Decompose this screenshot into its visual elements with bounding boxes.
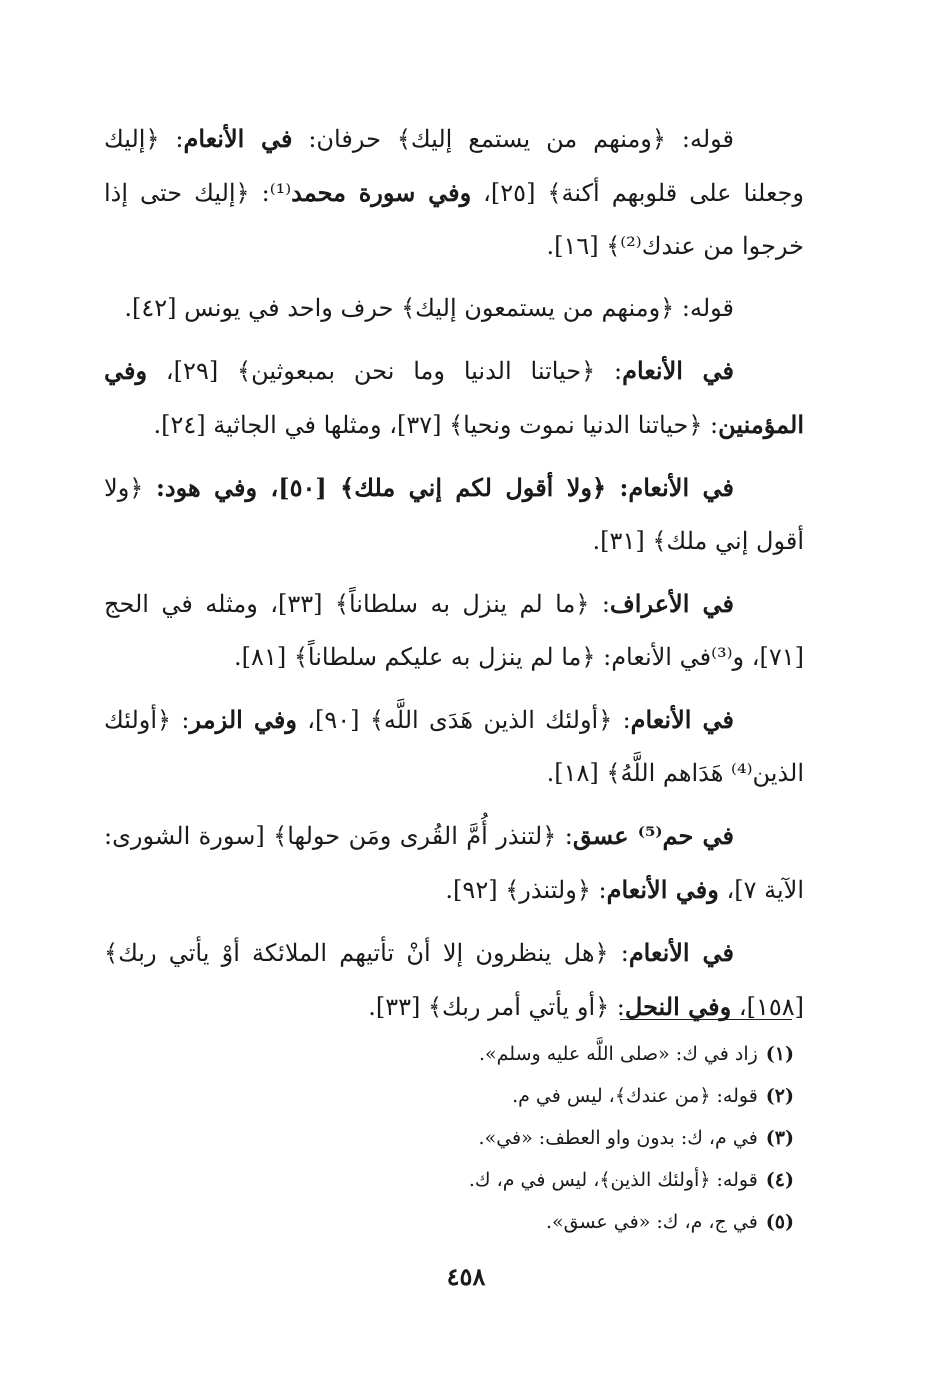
footnote-text: في ج، م، ك: «في عسق». [545, 1211, 758, 1233]
footnote [150, 1033, 794, 1075]
footnote-text: زاد في ك: «صلى اللَّه عليه وسلم». [478, 1043, 758, 1065]
footnote-number: (٥) [765, 1211, 794, 1233]
bold-text-segment: في الأنعام [628, 938, 734, 967]
text-segment: : ﴿ولتنذر﴾ [٩٢]. [445, 876, 607, 904]
bold-text-segment: في الأنعام [183, 124, 293, 153]
footnotes [150, 1033, 794, 1243]
footnote-text: في م، ك: بدون واو العطف: «في». [478, 1127, 758, 1149]
text-segment: قوله: ﴿ومنهم من يستمع إليك﴾ حرفان: [292, 125, 734, 153]
text-segment: قوله: ﴿ومنهم من يستمعون إليك﴾ حرف واحد في يونس [٤٢]. [124, 294, 734, 322]
bold-text-segment: وفي سورة محمد [291, 178, 472, 207]
bold-text-segment: وفي النحل [624, 992, 732, 1021]
paragraph [104, 809, 804, 917]
paragraph [104, 461, 804, 568]
bold-text-segment: في الأنعام: ﴿ولا أقول لكم إني ملك﴾ [٥٠]، وفي هود: [156, 473, 735, 502]
footnote-text: قوله: ﴿أولئك الذين﴾، ليس في م، ك. [468, 1169, 758, 1191]
text-segment: ﴿ولا أقول إني ملك﴾ [٣١]. [104, 474, 804, 555]
text-segment: : ﴿هل ينظرون إلا أنْ تأتيهم الملائكة أوْ يأتي ربك﴾ [١٥٨]، [104, 939, 804, 1021]
text-segment: : ﴿أولئك الذين⁽⁴⁾ هَدَاهم اللَّهُ﴾ [١٨]. [104, 706, 804, 787]
footnote-divider [620, 1019, 792, 1020]
bold-text-segment: في الأنعام [630, 705, 734, 734]
paragraph [104, 926, 804, 1034]
footnote-text: قوله: ﴿من عندك﴾، ليس في م. [512, 1085, 758, 1107]
paragraph [104, 282, 804, 335]
bold-text-segment: وفي الزمر [189, 705, 297, 734]
footnote [150, 1159, 794, 1201]
footnote [150, 1201, 794, 1243]
bold-text-segment: وفي المؤمنين [104, 356, 804, 439]
text-segment: : ﴿أو يأتي أمر ربك﴾ [٣٣]. [368, 993, 625, 1021]
paragraph [104, 344, 804, 452]
text-segment: : ﴿أولئك الذين هَدَى اللَّه﴾ [٩٠]، [296, 706, 631, 734]
bold-text-segment: في الأعراف [609, 589, 735, 618]
bold-text-segment: في الأنعام [622, 356, 734, 385]
text-segment: : ﴿حياتنا الدنيا وما نحن بمبعوثين﴾ [٢٩]، [147, 357, 623, 385]
footnote-number: (٤) [765, 1169, 794, 1191]
bold-text-segment: في حم⁽⁵⁾ عسق [572, 821, 734, 850]
footnote [150, 1117, 794, 1159]
main-text [104, 112, 804, 1043]
text-segment: : ﴿حياتنا الدنيا نموت ونحيا﴾ [٣٧]، ومثلها في الجاثية [٢٤]. [153, 411, 719, 439]
text-segment: : ﴿لتنذر أُمَّ القُرى ومَن حولها﴾ [سورة الشورى: الآية ٧]، [104, 822, 804, 904]
footnote-number: (٣) [765, 1127, 794, 1149]
paragraph [104, 112, 804, 273]
footnote [150, 1075, 794, 1117]
page-number: ٤٥٨ [446, 1262, 486, 1291]
paragraph [104, 693, 804, 800]
footnote-number: (٢) [765, 1085, 794, 1107]
text-segment: : ﴿إليك وجعلنا على قلوبهم أكنة﴾ [٢٥]، [104, 125, 804, 207]
paragraph [104, 577, 804, 684]
footnote-number: (١) [765, 1043, 794, 1065]
text-segment: ⁽¹⁾: ﴿إليك حتى إذا خرجوا من عندك⁽²⁾﴾ [١٦]. [104, 179, 804, 260]
text-segment: : ﴿ما لم ينزل به سلطاناً﴾ [٣٣]، ومثله في الحج [٧١]، و⁽³⁾في الأنعام: ﴿ما لم ينزل به عليكم سلطاناً﴾ [٨١]. [104, 590, 804, 671]
bold-text-segment: وفي الأنعام [606, 875, 719, 904]
